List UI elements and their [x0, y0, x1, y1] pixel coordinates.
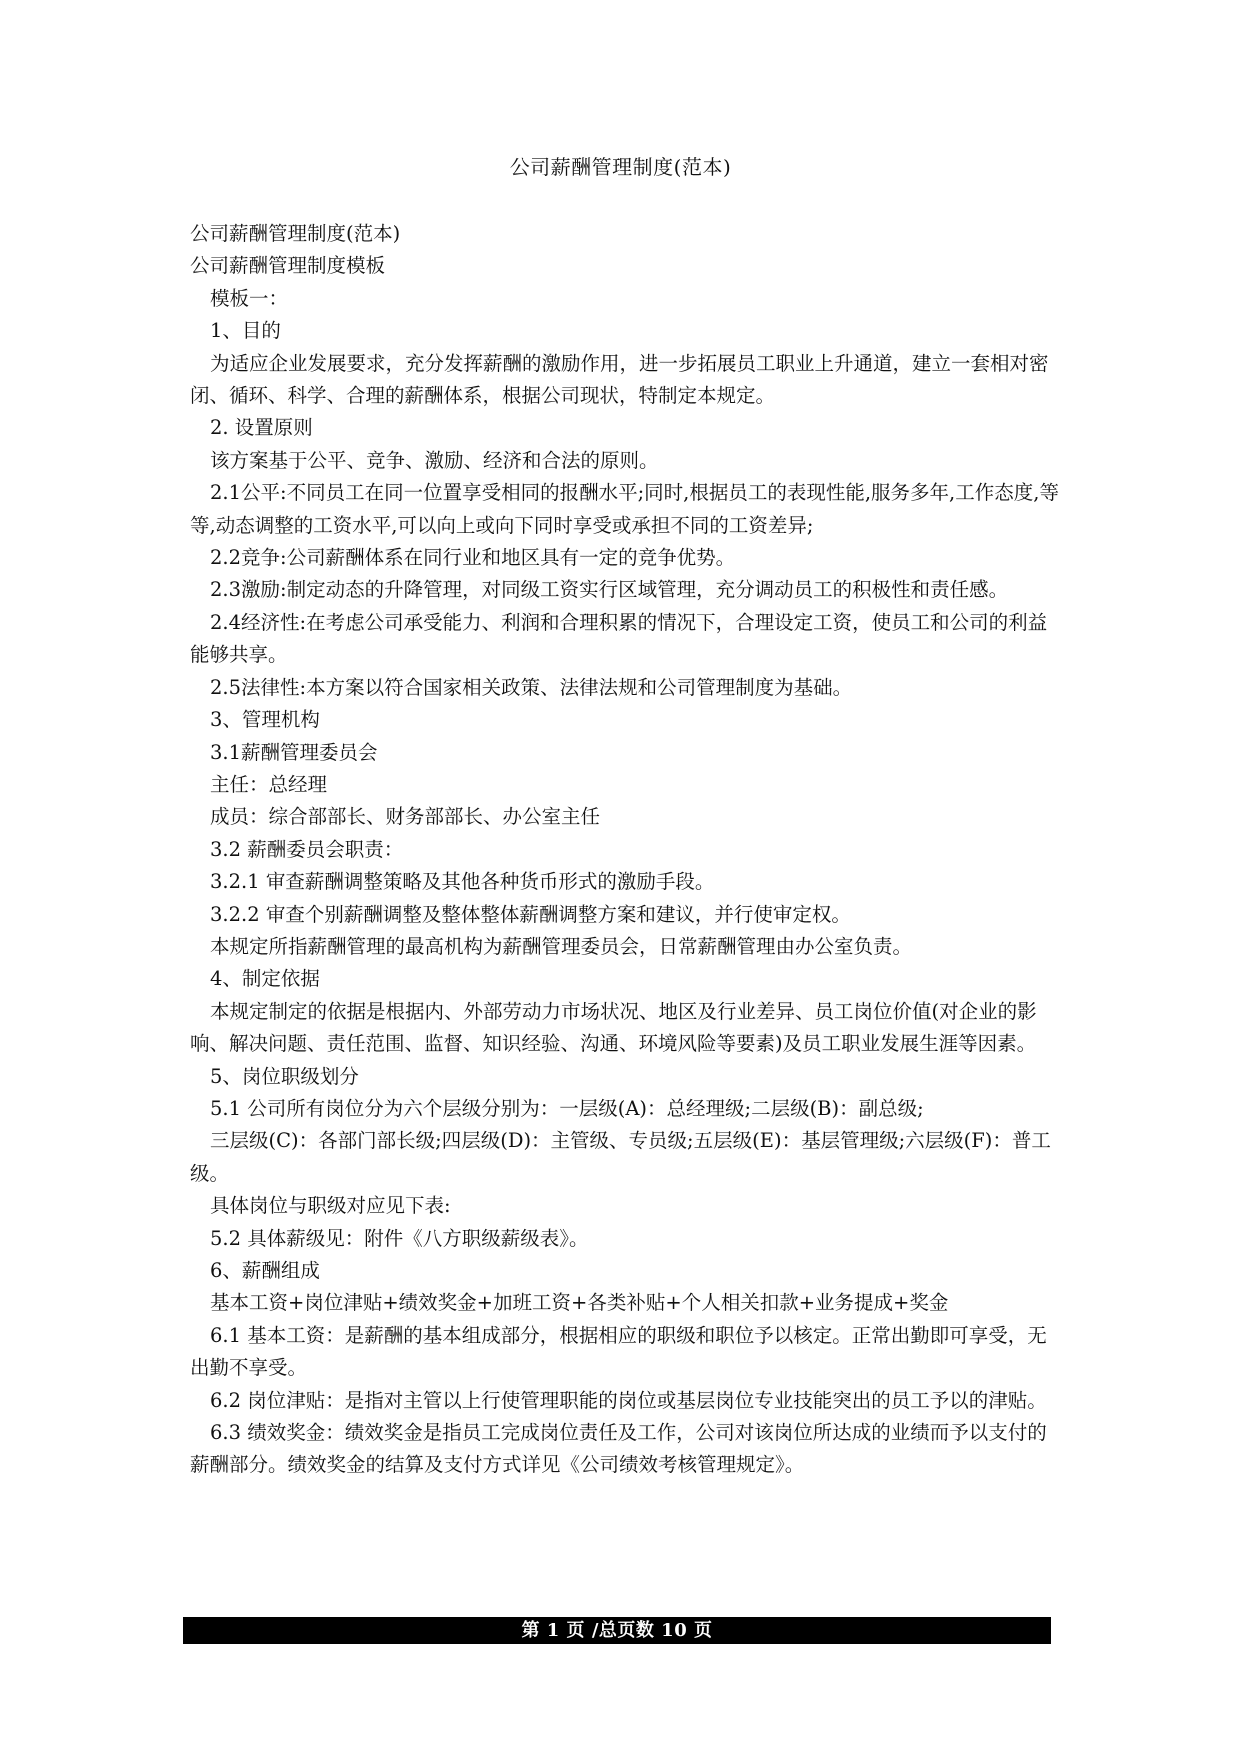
- document-paragraph: 3、管理机构: [210, 708, 320, 732]
- page-footer: [183, 1617, 1051, 1644]
- document-paragraph: 2.2竞争:公司薪酬体系在同行业和地区具有一定的竞争优势。: [210, 546, 736, 570]
- document-paragraph: 6.3 绩效奖金：绩效奖金是指员工完成岗位责任及工作，公司对该岗位所达成的业绩而予以支付的薪酬部分。绩效奖金的结算及支付方式详见《公司绩效考核管理规定》。: [190, 1421, 1047, 1477]
- document-paragraph: 2.5法律性:本方案以符合国家相关政策、法律法规和公司管理制度为基础。: [210, 675, 853, 699]
- document-paragraph: 3.2 薪酬委员会职责：: [210, 837, 404, 861]
- document-paragraph: 该方案基于公平、竞争、激励、经济和合法的原则。: [210, 448, 659, 472]
- document-paragraph: 本规定所指薪酬管理的最高机构为薪酬管理委员会，日常薪酬管理由办公室负责。: [210, 934, 913, 958]
- document-paragraph: 成员：综合部部长、财务部部长、办公室主任: [210, 805, 601, 829]
- document-paragraph: 6.2 岗位津贴：是指对主管以上行使管理职能的岗位或基层岗位专业技能突出的员工予以的津贴。: [210, 1388, 1047, 1412]
- document-paragraph: 为适应企业发展要求，充分发挥薪酬的激励作用，进一步拓展员工职业上升通道，建立一套相对密闭、循环、科学、合理的薪酬体系，根据公司现状，特制定本规定。: [190, 351, 1049, 408]
- document-paragraph: 3.2.2 审查个别薪酬调整及整体整体薪酬调整方案和建议，并行使审定权。: [210, 902, 851, 926]
- document-paragraph: 6.1 基本工资：是薪酬的基本组成部分，根据相应的职级和职位予以核定。正常出勤即可享受，无出勤不享受。: [190, 1323, 1047, 1380]
- document-paragraph: 3.2.1 审查薪酬调整策略及其他各种货币形式的激励手段。: [210, 870, 715, 894]
- document-body: [190, 218, 1065, 1482]
- document-paragraph: 6、薪酬组成: [210, 1259, 320, 1282]
- document-paragraph: 2. 设置原则: [210, 416, 313, 440]
- document-paragraph: 公司薪酬管理制度(范本): [190, 222, 401, 245]
- document-paragraph: 1、目的: [210, 319, 281, 343]
- page-number: 第 1 页 /总页数 10 页: [521, 1620, 713, 1641]
- document-paragraph: 5、岗位职级划分: [210, 1064, 359, 1088]
- document-paragraph: 具体岗位与职级对应见下表:: [210, 1194, 451, 1218]
- document-paragraph: 5.1 公司所有岗位分为六个层级分别为：一层级(A)：总经理级;二层级(B)：副总级;: [210, 1096, 924, 1120]
- document-paragraph: 模板一：: [210, 286, 289, 310]
- document-paragraph: 公司薪酬管理制度模板: [190, 254, 386, 278]
- document-paragraph: 2.4经济性:在考虑公司承受能力、利润和合理积累的情况下，合理设定工资，使员工和公司的利益能够共享。: [190, 610, 1048, 667]
- document-paragraph: 基本工资+岗位津贴+绩效奖金+加班工资+各类补贴+个人相关扣款+业务提成+奖金: [210, 1291, 949, 1315]
- document-paragraph: 5.2 具体薪级见：附件《八方职级薪级表》。: [210, 1226, 589, 1250]
- document-title: 公司薪酬管理制度(范本): [509, 155, 732, 179]
- document-paragraph: 本规定制定的依据是根据内、外部劳动力市场状况、地区及行业差异、员工岗位价值(对企业的影响、解决问题、责任范围、监督、知识经验、沟通、环境风险等要素)及员工职业发展生涯等因素。: [190, 999, 1037, 1056]
- document-paragraph: 2.1公平:不同员工在同一位置享受相同的报酬水平;同时,根据员工的表现性能,服务多年,工作态度,等等,动态调整的工资水平,可以向上或向下同时享受或承担不同的工资差异;: [190, 481, 1059, 537]
- document-paragraph: 4、制定依据: [210, 967, 320, 991]
- document-paragraph: 3.1薪酬管理委员会: [210, 740, 378, 764]
- document-paragraph: 主任：总经理: [210, 772, 328, 796]
- document-paragraph: 三层级(C)：各部门部长级;四层级(D)：主管级、专员级;五层级(E)：基层管理级;六层级(F)：普工级。: [190, 1129, 1051, 1185]
- document-paragraph: 2.3激励:制定动态的升降管理，对同级工资实行区域管理，充分调动员工的积极性和责任感。: [210, 578, 1009, 602]
